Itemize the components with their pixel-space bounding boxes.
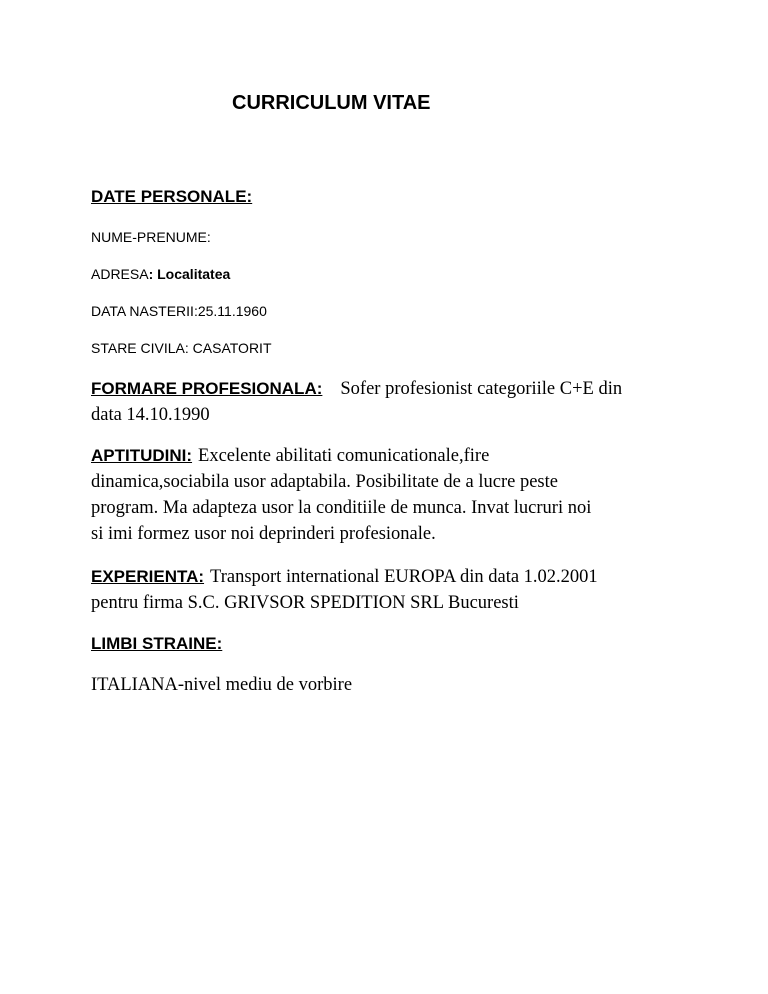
address-value: : Localitatea: [148, 266, 231, 282]
training-line-2: data 14.10.1990: [91, 405, 210, 425]
training-heading: FORMARE PROFESIONALA:: [91, 379, 323, 398]
personal-data-heading: DATE PERSONALE:: [91, 187, 253, 206]
experience-heading: EXPERIENTA:: [91, 567, 205, 586]
language-item-text: ITALIANA-nivel mediu de vorbire: [91, 675, 353, 695]
name-field: [91, 229, 211, 245]
training-paragraph: [91, 376, 681, 428]
civil-status-label: STARE CIVILA:: [91, 340, 193, 356]
address-field: [91, 266, 230, 282]
skills-paragraph: [91, 443, 681, 547]
birth-date-value: 25.11.1960: [197, 303, 267, 319]
name-label: NUME-PRENUME:: [91, 229, 211, 245]
skills-line-2: dinamica,sociabila usor adaptabila. Posibilitate de a lucre peste: [91, 472, 558, 492]
skills-line-4: si imi formez usor noi deprinderi profesionale.: [91, 524, 436, 544]
experience-line-2: pentru firma S.C. GRIVSOR SPEDITION SRL Bucuresti: [91, 593, 519, 613]
languages-heading: LIMBI STRAINE:: [91, 634, 223, 653]
skills-line-1: Excelente abilitati comunicationale,fire: [198, 446, 490, 466]
languages-section: [91, 631, 681, 657]
experience-paragraph: [91, 564, 681, 616]
document-title: CURRICULUM VITAE: [232, 92, 431, 114]
civil-status-field: [91, 340, 272, 356]
address-label: ADRESA: [91, 266, 149, 282]
skills-heading: APTITUDINI:: [91, 446, 193, 465]
skills-line-3: program. Ma adapteza usor la conditiile de munca. Invat lucruri noi: [91, 498, 592, 518]
language-item: [91, 672, 681, 698]
birth-date-field: [91, 303, 267, 319]
birth-date-label: DATA NASTERII:: [91, 303, 198, 319]
experience-line-1: Transport international EUROPA din data 1.02.2001: [210, 567, 598, 587]
training-line-1: Sofer profesionist categoriile C+E din: [340, 379, 623, 399]
civil-status-value: CASATORIT: [192, 340, 272, 356]
